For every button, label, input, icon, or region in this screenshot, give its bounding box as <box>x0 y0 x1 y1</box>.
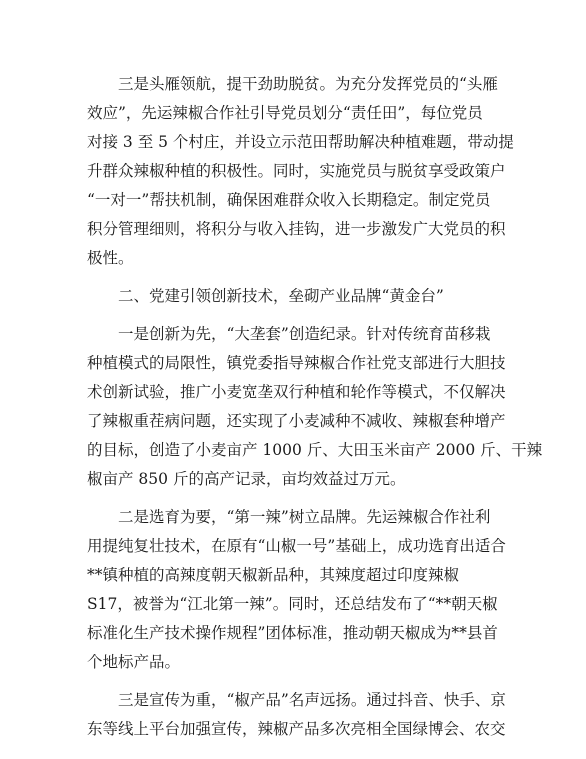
paragraph-publicity <box>87 686 505 744</box>
paragraph-breeding <box>87 503 505 677</box>
text-line: 用提纯复壮技术，在原有“山椒一号”基础上，成功选育出适合 <box>87 537 506 555</box>
text-line: 一是创新为先，“大垄套”创造纪录。针对传统育苗移栽 <box>118 325 491 343</box>
heading-line: 二、党建引领创新技术，垒砌产业品牌“黄金台” <box>118 287 444 305</box>
text-line: 了辣椒重茬病问题，还实现了小麦减种不减收、辣椒套种增产 <box>87 412 506 430</box>
paragraph-spacer <box>87 273 505 282</box>
paragraph-innovation <box>87 320 543 494</box>
text-line: 三是宣传为重，“椒产品”名声远扬。通过抖音、快手、京 <box>118 691 506 709</box>
paragraph-leader-role <box>87 70 514 273</box>
text-line: 标准化生产技术操作规程”团体标准，推动朝天椒成为**县首 <box>87 624 498 642</box>
text-line: 积分管理细则，将积分与收入挂钩，进一步激发广大党员的积 <box>87 220 506 238</box>
text-line: 的目标，创造了小麦亩产 1000 斤、大田玉米亩产 2000 斤、干辣 <box>87 441 543 459</box>
section-heading-two <box>87 282 505 311</box>
document-body <box>87 70 543 744</box>
text-line: 极性。 <box>87 249 134 267</box>
text-line: 二是选育为要，“第一辣”树立品牌。先运辣椒合作社利 <box>118 508 491 526</box>
text-line: 个地标产品。 <box>87 653 181 671</box>
text-line: S17，被誉为“江北第一辣”。同时，还总结发布了“**朝天椒 <box>87 595 498 613</box>
text-line: **镇种植的高辣度朝天椒新品种，其辣度超过印度辣椒 <box>87 566 460 584</box>
paragraph-spacer <box>87 677 505 686</box>
text-line: 椒亩产 850 斤的高产记录，亩均效益过万元。 <box>87 470 406 488</box>
text-line: 升群众辣椒种植的积极性。同时，实施党员与脱贫享受政策户 <box>87 162 506 180</box>
text-line: 效应”，先运辣椒合作社引导党员划分“责任田”，每位党员 <box>87 104 483 122</box>
text-line: 对接 3 至 5 个村庄，并设立示范田帮助解决种植难题，带动提 <box>87 133 514 151</box>
text-line: 术创新试验，推广小麦宽垄双行种植和轮作等模式，不仅解决 <box>87 383 506 401</box>
paragraph-spacer <box>87 311 505 320</box>
text-line: 三是头雁领航，提干劲助脱贫。为充分发挥党员的“头雁 <box>118 75 498 93</box>
text-line: 种植模式的局限性，镇党委指导辣椒合作社党支部进行大胆技 <box>87 354 506 372</box>
text-line: 东等线上平台加强宣传，辣椒产品多次亮相全国绿博会、农交 <box>87 720 506 738</box>
text-line: “一对一”帮扶机制，确保困难群众收入长期稳定。制定党员 <box>87 191 491 209</box>
paragraph-spacer <box>87 494 505 503</box>
